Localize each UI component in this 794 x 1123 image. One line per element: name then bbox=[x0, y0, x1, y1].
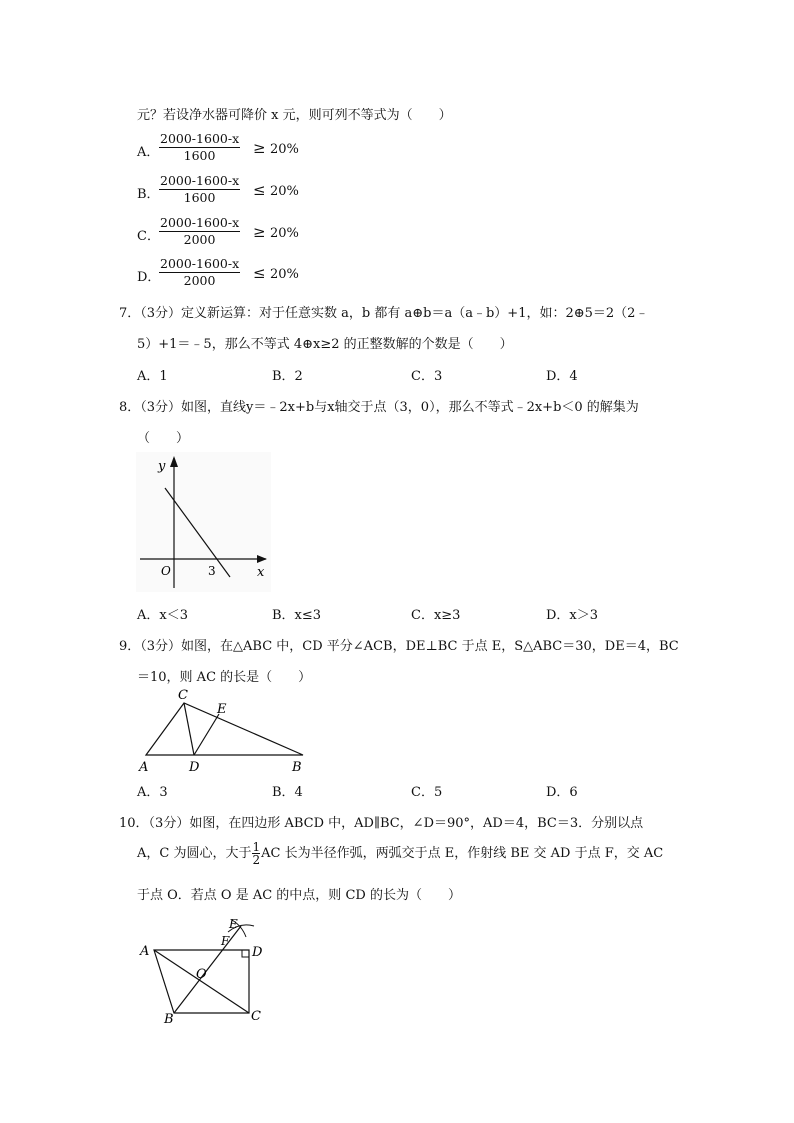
option-label: A． bbox=[137, 145, 160, 160]
q8-option-c: C．x≥3 bbox=[411, 608, 461, 623]
numerator: 1 bbox=[252, 840, 261, 854]
fraction-one-half bbox=[252, 841, 260, 866]
q9-option-a: A．3 bbox=[137, 785, 168, 800]
denominator: 1600 bbox=[183, 148, 216, 163]
q8-option-a: A．x＜3 bbox=[137, 608, 188, 623]
point-o-label: O bbox=[196, 967, 207, 982]
point-e-label: E bbox=[217, 702, 227, 717]
denominator: 2 bbox=[252, 853, 261, 867]
rhs: 20% bbox=[270, 226, 299, 241]
point-d-label: D bbox=[252, 945, 263, 960]
numerator: 2000-1600-x bbox=[160, 131, 240, 146]
q7-stem-line1: 7．（3分）定义新运算：对于任意实数 a，b 都有 a⊕b＝a（a﹣b）+1，如：2⊕5＝2（2﹣ bbox=[119, 306, 649, 321]
point-b-label: B bbox=[164, 1012, 174, 1027]
option-label: D． bbox=[137, 270, 161, 285]
point-a-label: A bbox=[139, 760, 149, 775]
fraction bbox=[159, 132, 240, 163]
y-axis-label: y bbox=[158, 459, 166, 474]
fraction bbox=[159, 257, 240, 288]
rhs: 20% bbox=[270, 184, 299, 199]
figure-background bbox=[136, 452, 271, 592]
q9-stem-line1: 9．（3分）如图，在△ABC 中，CD 平分∠ACB，DE⊥BC 于点 E，S△ABC＝30，DE＝4，BC bbox=[119, 639, 679, 654]
denominator: 1600 bbox=[183, 190, 216, 205]
q8-stem-line1: 8．（3分）如图，直线y＝﹣2x+b与x轴交于点（3，0），那么不等式﹣2x+b＜0 的解集为 bbox=[119, 400, 639, 415]
q9-figure-triangle bbox=[136, 685, 311, 777]
q7-stem-line2: 5）+1＝﹣5，那么不等式 4⊕x≥2 的正整数解的个数是（ ） bbox=[137, 337, 513, 352]
point-a-label: A bbox=[140, 944, 150, 959]
relation-symbol: ≥ bbox=[253, 139, 266, 157]
q8-figure-graph bbox=[136, 452, 271, 592]
q7-option-c: C．3 bbox=[411, 369, 443, 384]
q9-option-d: D．6 bbox=[546, 785, 578, 800]
q10-stem-line1: 10．（3分）如图，在四边形 ABCD 中，AD∥BC，∠D＝90°，AD＝4，BC＝3．分别以点 bbox=[119, 816, 644, 831]
point-f-label: F bbox=[221, 934, 230, 948]
q8-stem-line2: （ ） bbox=[137, 431, 190, 446]
fraction bbox=[159, 216, 240, 247]
q10-stem-line2-post: AC 长为半径作弧，两弧交于点 E，作射线 BE 交 AD 于点 F，交 AC bbox=[261, 846, 664, 861]
segment-de bbox=[194, 714, 219, 755]
right-angle-mark bbox=[242, 950, 249, 957]
numerator: 2000-1600-x bbox=[160, 215, 240, 230]
q9-option-c: C．5 bbox=[411, 785, 443, 800]
q6-stem-tail: 元？若设净水器可降价 x 元，则可列不等式为（ ） bbox=[137, 108, 452, 123]
numerator: 2000-1600-x bbox=[160, 256, 240, 271]
denominator: 2000 bbox=[183, 232, 216, 247]
option-label: B． bbox=[137, 187, 160, 202]
x-axis-label: x bbox=[257, 565, 265, 580]
q10-figure-quadrilateral bbox=[136, 910, 271, 1028]
q7-option-a: A．1 bbox=[137, 369, 168, 384]
q9-option-b: B．4 bbox=[272, 785, 303, 800]
rhs: 20% bbox=[270, 142, 299, 157]
q8-option-b: B．x≤3 bbox=[272, 608, 322, 623]
origin-label: O bbox=[161, 564, 171, 578]
q10-stem-line2-pre: A，C 为圆心，大于 bbox=[137, 846, 252, 861]
q10-stem-line3: 于点 O．若点 O 是 AC 的中点，则 CD 的长为（ ） bbox=[137, 888, 461, 903]
q9-stem-line2: ＝10，则 AC 的长是（ ） bbox=[137, 670, 312, 685]
relation-symbol: ≤ bbox=[253, 264, 266, 282]
q7-option-d: D．4 bbox=[546, 369, 578, 384]
fraction bbox=[159, 174, 240, 205]
point-c-label: C bbox=[178, 688, 188, 703]
point-c-label: C bbox=[251, 1009, 261, 1024]
numerator: 2000-1600-x bbox=[160, 173, 240, 188]
q8-option-d: D．x＞3 bbox=[546, 608, 599, 623]
rhs: 20% bbox=[270, 267, 299, 282]
tick-label-3: 3 bbox=[208, 564, 216, 578]
q10-stem-line2 bbox=[137, 841, 663, 866]
option-label: C． bbox=[137, 229, 160, 244]
point-e-label: E bbox=[229, 917, 238, 931]
segment-cd bbox=[184, 703, 194, 755]
q7-option-b: B．2 bbox=[272, 369, 303, 384]
relation-symbol: ≤ bbox=[253, 181, 266, 199]
point-b-label: B bbox=[292, 760, 302, 775]
denominator: 2000 bbox=[183, 273, 216, 288]
point-d-label: D bbox=[189, 760, 200, 775]
relation-symbol: ≥ bbox=[253, 223, 266, 241]
